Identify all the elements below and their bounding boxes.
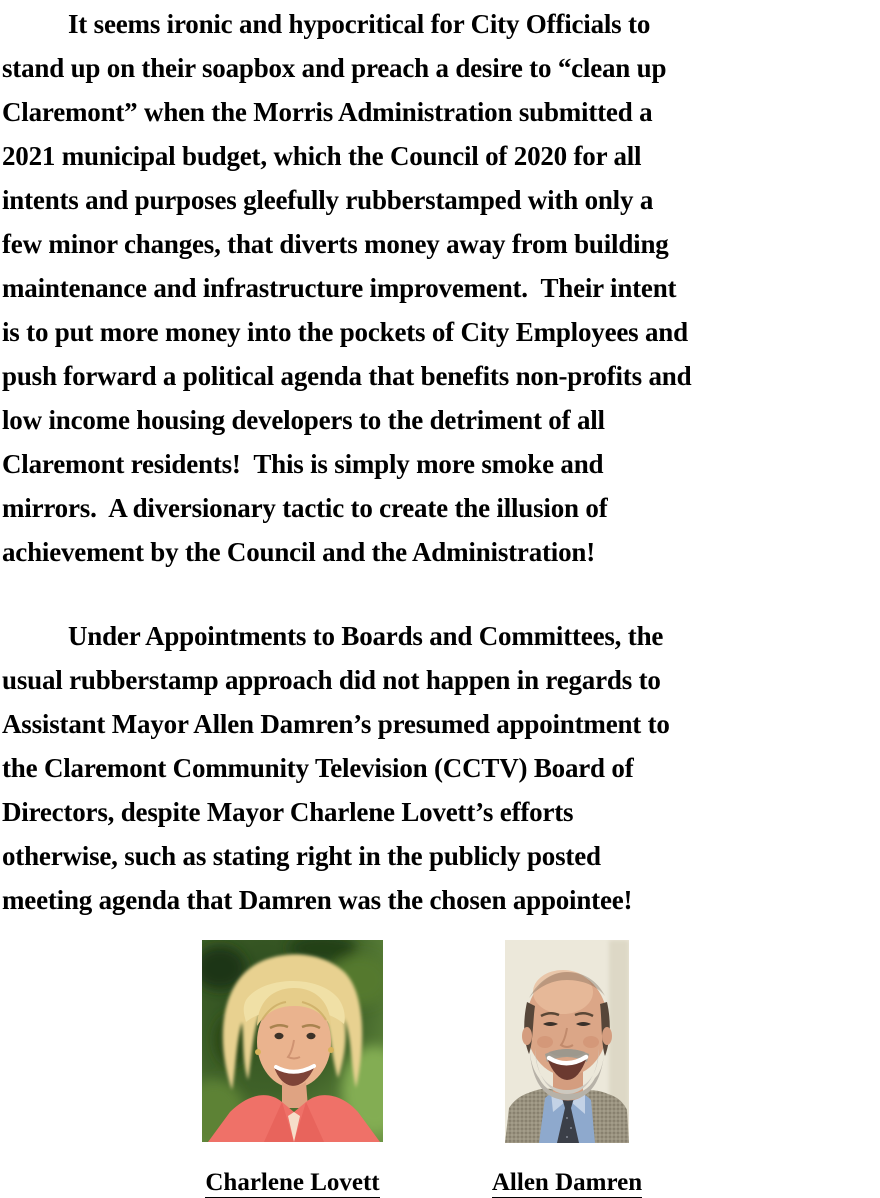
text-line: achievement by the Council and the Administration! bbox=[2, 537, 596, 567]
text-line: usual rubberstamp approach did not happen in regards to bbox=[2, 665, 661, 695]
allen-damren-portrait-illustration bbox=[505, 940, 629, 1143]
text-line: mirrors. A diversionary tactic to create the illusion of bbox=[2, 493, 608, 523]
text-line: Claremont residents! This is simply more smoke and bbox=[2, 449, 604, 479]
allen-damren-photo bbox=[505, 940, 629, 1143]
charlene-lovett-photo bbox=[202, 940, 383, 1142]
text-line: low income housing developers to the detriment of all bbox=[2, 405, 605, 435]
text-line: 2021 municipal budget, which the Council of 2020 for all bbox=[2, 141, 642, 171]
letter-body-text bbox=[2, 2, 880, 922]
text-line: Directors, despite Mayor Charlene Lovett’s efforts bbox=[2, 797, 574, 827]
text-line: stand up on their soapbox and preach a desire to “clean up bbox=[2, 53, 667, 83]
paragraph-1 bbox=[2, 2, 880, 574]
charlene-lovett-caption-text: Charlene Lovett bbox=[205, 1170, 379, 1198]
allen-damren-caption-text: Allen Damren bbox=[492, 1170, 642, 1198]
charlene-lovett-caption bbox=[202, 1170, 383, 1198]
text-line: meeting agenda that Damren was the chosen appointee! bbox=[2, 885, 633, 915]
text-line: Assistant Mayor Allen Damren’s presumed appointment to bbox=[2, 709, 670, 739]
text-line: the Claremont Community Television (CCTV) Board of bbox=[2, 753, 634, 783]
text-line: Claremont” when the Morris Administration submitted a bbox=[2, 97, 653, 127]
text-line: maintenance and infrastructure improvement. Their intent bbox=[2, 273, 677, 303]
text-line: otherwise, such as stating right in the publicly posted bbox=[2, 841, 601, 871]
text-line: few minor changes, that diverts money away from building bbox=[2, 229, 669, 259]
text-line: is to put more money into the pockets of City Employees and bbox=[2, 317, 688, 347]
allen-damren-caption bbox=[487, 1170, 647, 1198]
text-line: Under Appointments to Boards and Committees, the bbox=[68, 621, 664, 651]
text-line: push forward a political agenda that benefits non-profits and bbox=[2, 361, 692, 391]
charlene-lovett-portrait-illustration bbox=[202, 940, 383, 1142]
text-line: It seems ironic and hypocritical for City Officials to bbox=[68, 9, 651, 39]
text-line: intents and purposes gleefully rubberstamped with only a bbox=[2, 185, 654, 215]
paragraph-2 bbox=[2, 614, 880, 922]
